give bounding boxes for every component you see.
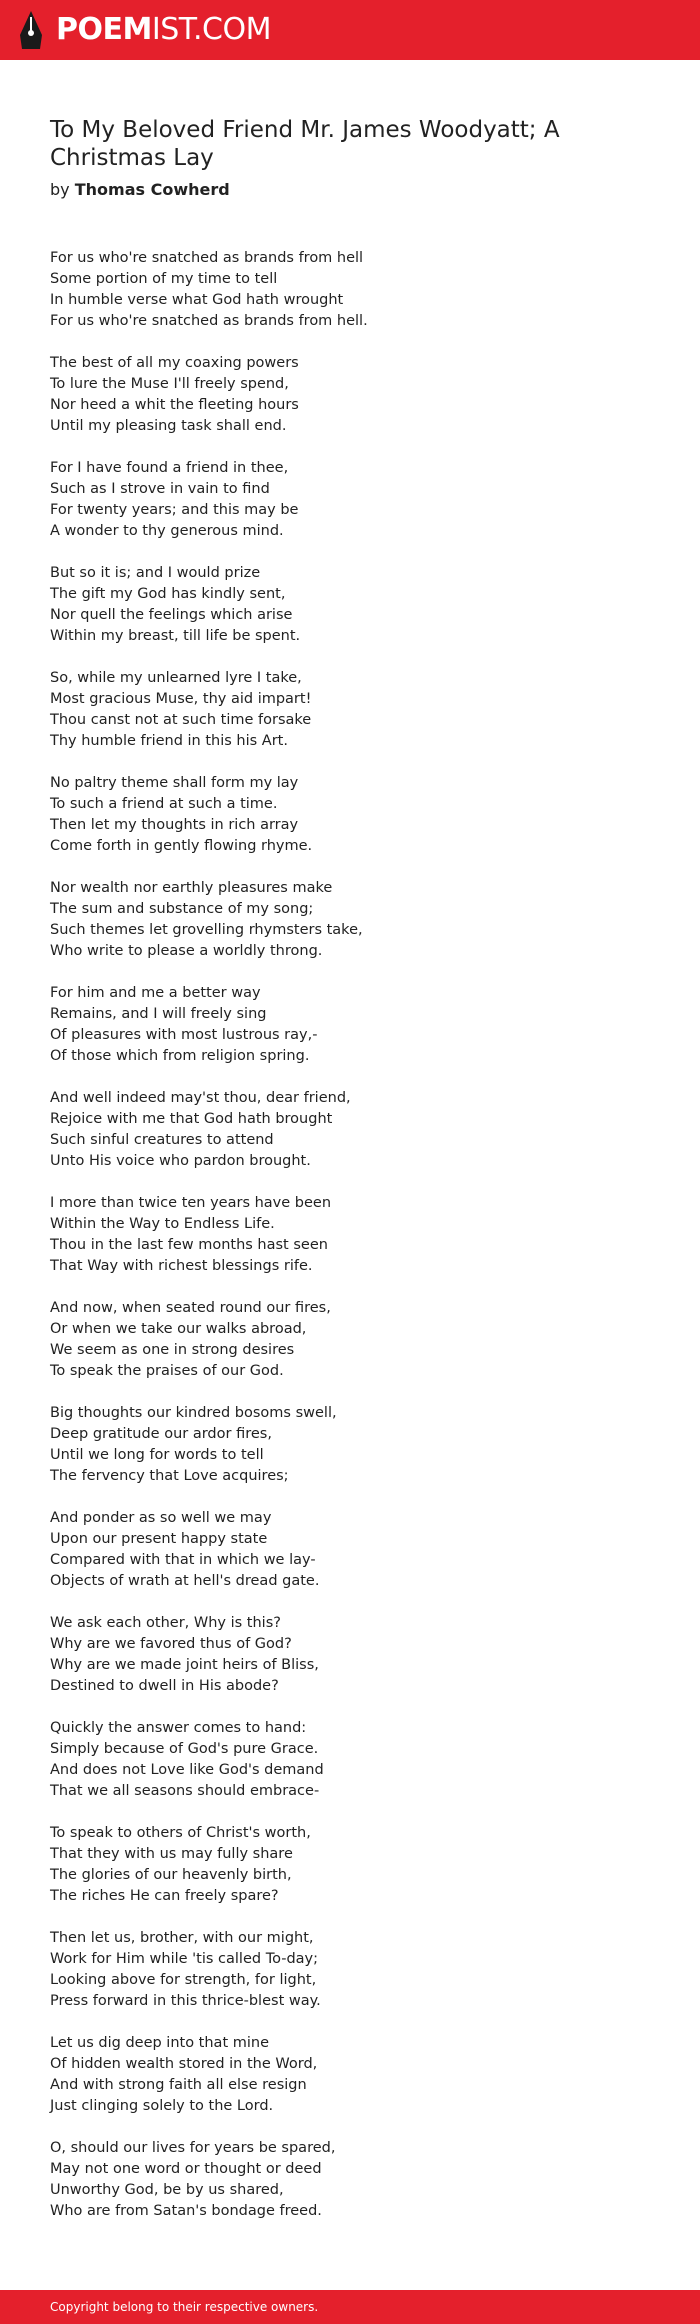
poem-line: I more than twice ten years have been [50,1195,332,1211]
stanza [50,983,650,1067]
poem-line: For us who're snatched as brands from hell [50,250,364,266]
author-link[interactable]: Thomas Cowherd [74,180,230,199]
pen-nib-icon [18,9,44,51]
poem-line: In humble verse what God hath wrought [50,292,344,308]
poem-line: Within the Way to Endless Life. [50,1216,275,1232]
poem-line: Such as I strove in vain to find [50,481,270,497]
poem-line: Compared with that in which we lay- [50,1552,316,1568]
poem-line: Such sinful creatures to attend [50,1132,274,1148]
stanza [50,353,650,437]
poem-line: To such a friend at such a time. [50,796,278,812]
poem-line: And with strong faith all else resign [50,2077,307,2093]
stanza [50,668,650,752]
poem-line: To speak to others of Christ's worth, [50,1825,311,1841]
poem-line: Thou canst not at such time forsake [50,712,312,728]
poem-line: Nor wealth nor earthly pleasures make [50,880,333,896]
poem-line: For twenty years; and this may be [50,502,299,518]
poem-line: For I have found a friend in thee, [50,460,289,476]
poem-body [50,248,650,2222]
poem-line: Nor heed a whit the fleeting hours [50,397,299,413]
stanza [50,1508,650,1592]
poem-line: The fervency that Love acquires; [50,1468,289,1484]
poem-line: Of those which from religion spring. [50,1048,310,1064]
poem-line: Until we long for words to tell [50,1447,264,1463]
byline [50,180,650,200]
site-logo-link[interactable] [18,9,271,51]
poem-line: For us who're snatched as brands from hell. [50,313,368,329]
poem-line: Thy humble friend in this his Art. [50,733,288,749]
poem-line: But so it is; and I would prize [50,565,261,581]
poem-line: Then let my thoughts in rich array [50,817,299,833]
site-logo-text [56,9,271,51]
poem-line: Some portion of my time to tell [50,271,278,287]
poem-line: Of hidden wealth stored in the Word, [50,2056,318,2072]
poem-line: Why are we favored thus of God? [50,1636,292,1652]
poem-line: We ask each other, Why is this? [50,1615,281,1631]
stanza [50,1718,650,1802]
poem-line: Remains, and I will freely sing [50,1006,267,1022]
stanza [50,773,650,857]
by-label: by [50,180,70,199]
poem-line: That Way with richest blessings rife. [50,1258,313,1274]
stanza [50,1403,650,1487]
poem-line: Deep gratitude our ardor fires, [50,1426,272,1442]
poem-line: Unworthy God, be by us shared, [50,2182,284,2198]
poem-line: And does not Love like God's demand [50,1762,324,1778]
stanza [50,1823,650,1907]
poem-line: Work for Him while 'tis called To-day; [50,1951,319,1967]
poem-line: So, while my unlearned lyre I take, [50,670,302,686]
poem-line: The riches He can freely spare? [50,1888,279,1904]
poem-line: Rejoice with me that God hath brought [50,1111,333,1127]
poem-line: Or when we take our walks abroad, [50,1321,307,1337]
poem-line: That we all seasons should embrace- [50,1783,320,1799]
poem-line: Thou in the last few months hast seen [50,1237,328,1253]
stanza [50,1298,650,1382]
poem-line: Big thoughts our kindred bosoms swell, [50,1405,337,1421]
poem-line: Who write to please a worldly throng. [50,943,323,959]
stanza [50,1193,650,1277]
poem-line: Who are from Satan's bondage freed. [50,2203,322,2219]
poem-line: For him and me a better way [50,985,261,1001]
poem-line: Objects of wrath at hell's dread gate. [50,1573,320,1589]
poem-line: The sum and substance of my song; [50,901,314,917]
poem-line: The best of all my coaxing powers [50,355,299,371]
poem-line: Quickly the answer comes to hand: [50,1720,307,1736]
logo-light-part: IST.COM [151,12,271,47]
poem-line: O, should our lives for years be spared, [50,2140,336,2156]
site-header [0,0,700,60]
poem-line: The glories of our heavenly birth, [50,1867,292,1883]
stanza [50,458,650,542]
stanza [50,248,650,332]
poem-line: Let us dig deep into that mine [50,2035,270,2051]
poem-line: Destined to dwell in His abode? [50,1678,279,1694]
poem-line: And ponder as so well we may [50,1510,272,1526]
poem-line: Within my breast, till life be spent. [50,628,301,644]
stanza [50,563,650,647]
copyright-text: Copyright belong to their respective owners. [50,2300,319,2314]
stanza [50,878,650,962]
poem-line: Looking above for strength, for light, [50,1972,317,1988]
poem-content [50,116,650,2243]
poem-line: To speak the praises of our God. [50,1363,284,1379]
poem-line: Most gracious Muse, thy aid impart! [50,691,312,707]
poem-line: Press forward in this thrice-blest way. [50,1993,321,2009]
poem-line: Such themes let grovelling rhymsters take, [50,922,363,938]
poem-line: Come forth in gently flowing rhyme. [50,838,313,854]
poem-line: Nor quell the feelings which arise [50,607,293,623]
poem-line: And well indeed may'st thou, dear friend, [50,1090,351,1106]
poem-line: Then let us, brother, with our might, [50,1930,314,1946]
poem-line: Why are we made joint heirs of Bliss, [50,1657,319,1673]
stanza [50,2033,650,2117]
poem-line: Just clinging solely to the Lord. [50,2098,274,2114]
poem-line: The gift my God has kindly sent, [50,586,286,602]
poem-line: We seem as one in strong desires [50,1342,295,1358]
poem-line: May not one word or thought or deed [50,2161,322,2177]
poem-line: A wonder to thy generous mind. [50,523,284,539]
poem-line: That they with us may fully share [50,1846,293,1862]
poem-line: Simply because of God's pure Grace. [50,1741,319,1757]
poem-title: To My Beloved Friend Mr. James Woodyatt; A Christmas Lay [50,117,560,171]
poem-line: Of pleasures with most lustrous ray,- [50,1027,318,1043]
logo-bold-part: POEM [56,12,152,47]
stanza [50,1928,650,2012]
stanza [50,1088,650,1172]
stanza [50,2138,650,2222]
poem-line: And now, when seated round our fires, [50,1300,331,1316]
poem-line: No paltry theme shall form my lay [50,775,299,791]
poem-line: Upon our present happy state [50,1531,268,1547]
poem-line: Unto His voice who pardon brought. [50,1153,311,1169]
stanza [50,1613,650,1697]
poem-line: To lure the Muse I'll freely spend, [50,376,289,392]
site-footer [0,2290,700,2324]
poem-line: Until my pleasing task shall end. [50,418,287,434]
